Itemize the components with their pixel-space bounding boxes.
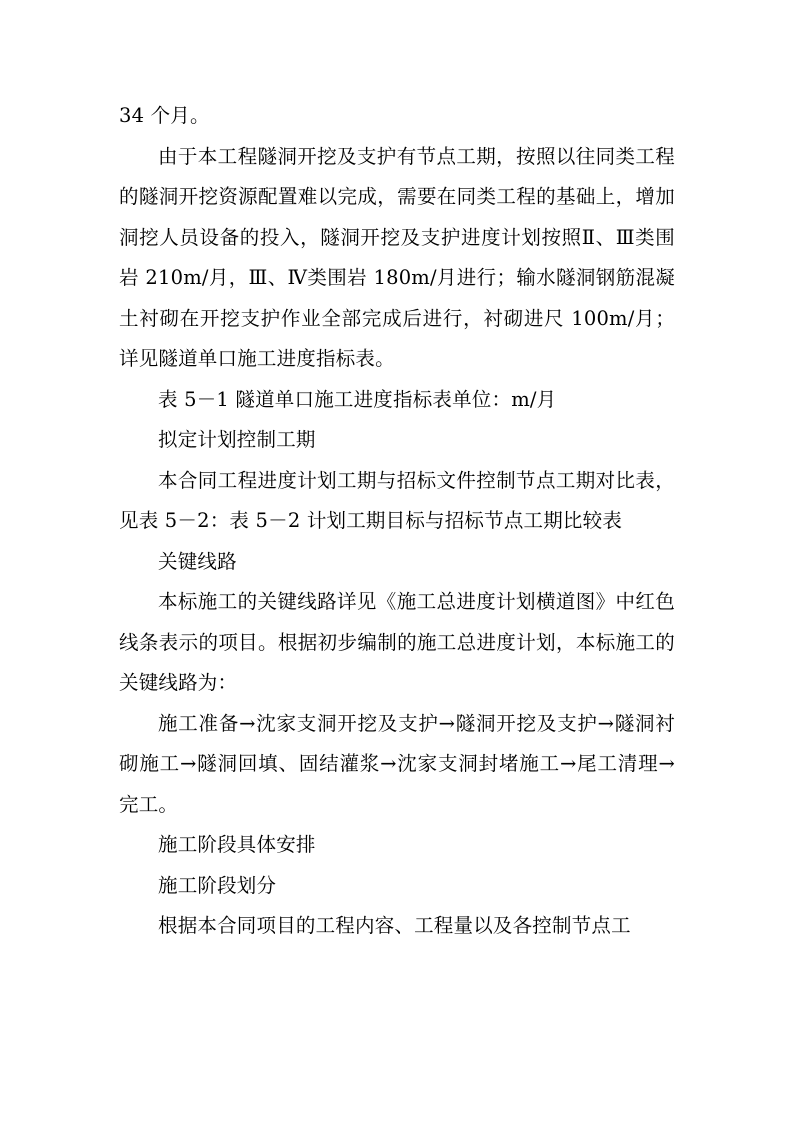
- document-body: [119, 96, 675, 947]
- paragraph-critical-path: 本标施工的关键线路详见《施工总进度计划横道图》中红色线条表示的项目。根据初步编制的施工总进度计划，本标施工的关键线路为：: [119, 590, 675, 694]
- paragraph-critical-path-sequence: 施工准备→沈家支洞开挖及支护→隧洞开挖及支护→隧洞衬砌施工→隧洞回填、固结灌浆→沈家支洞封堵施工→尾工清理→完工。: [119, 711, 675, 816]
- heading-stage-division: 施工阶段划分: [158, 873, 277, 897]
- heading-stage-arrangement: 施工阶段具体安排: [158, 833, 316, 856]
- paragraph-duration-comparison: 本合同工程进度计划工期与招标文件控制节点工期对比表，见表 5－2：表 5－2 计划工期目标与招标节点工期比较表: [119, 468, 675, 532]
- table-caption-5-1: 表 5－1 隧道单口施工进度指标表单位：m/月: [158, 387, 557, 411]
- paragraph-tunnel-schedule: 由于本工程隧洞开挖及支护有节点工期，按照以往同类工程的隧洞开挖资源配置难以完成，需要在同类工程的基础上，增加洞挖人员设备的投入，隧洞开挖及支护进度计划按照Ⅱ、Ⅲ类围岩 210m/月，Ⅲ、Ⅳ类围岩 180m/月进行；输水隧洞钢筋混凝土衬砌在开挖支护作业全部完成后进行，衬砌进尺 100m/月；详见隧道单口施工进度指标表。: [119, 144, 675, 370]
- heading-planned-duration: 拟定计划控制工期: [158, 428, 316, 451]
- heading-critical-path: 关键线路: [158, 549, 237, 573]
- paragraph-continuation: 34 个月。: [119, 104, 210, 127]
- paragraph-stage-basis: 根据本合同项目的工程内容、工程量以及各控制节点工: [158, 914, 631, 937]
